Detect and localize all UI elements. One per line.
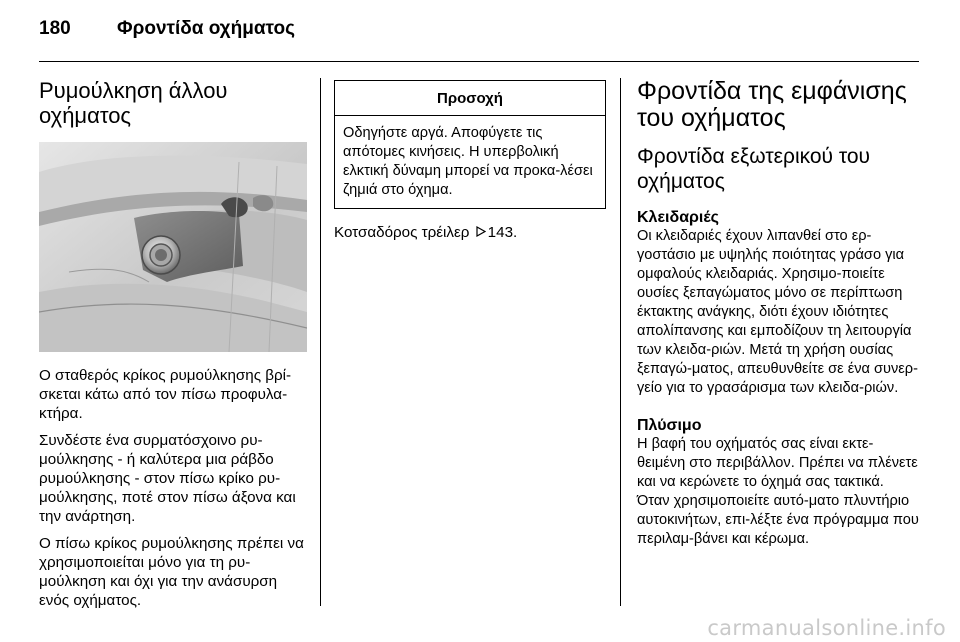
caution-title: Προσοχή xyxy=(335,81,605,116)
page-number: 180 xyxy=(39,18,71,39)
cross-reference-page[interactable]: 143. xyxy=(487,224,518,241)
header-rule xyxy=(39,61,919,62)
watermark: carmanualsonline.info xyxy=(707,616,946,640)
running-title: Φροντίδα οχήματος xyxy=(117,18,295,39)
paragraph-towing-eye-location: Ο σταθερός κρίκος ρυμούλκησης βρί-σκεται κάτω από τον πίσω προφυλα-κτήρα. xyxy=(39,367,292,422)
subheading-exterior-care: Φροντίδα εξωτερικού του οχήματος xyxy=(637,145,871,193)
column-2 xyxy=(334,78,606,250)
paragraph-towing-usage: Ο πίσω κρίκος ρυμούλκησης πρέπει να χρησιμοποιείται μόνο για τη ρυ-μούλκηση και όχι για την ανάσυρση ενός οχήματος. xyxy=(39,535,304,609)
cross-reference-text: Κοτσαδόρος τρέιλερ xyxy=(334,224,470,241)
section-text-locks: Οι κλειδαριές έχουν λιπανθεί στο ερ-γοστάσιο με υψηλής ποιότητας γράσο για ομφαλούς κλειδαριάς. Χρησιμο-ποιείτε ουσίες ξεπαγώματος μόνο σε περίπτωση έκτακτης ανάγκης, διότι έχουν ιδιότητες απολίπανσης και εμποδίζουν τη λειτουργία των κλειδα-ριών. Μετά τη χρήση ουσίας ξεπαγώ-ματος, απευθυνθείτε σε ένα συνερ-γείο για το γρασάρισμα των κλειδα-ριών. xyxy=(637,228,918,396)
column-3 xyxy=(637,78,919,557)
page-reference-arrow-icon xyxy=(476,226,486,237)
column-divider-2 xyxy=(620,78,621,606)
section-text-washing: Η βαφή του οχήματός σας είναι εκτε-θειμένη στο περιβάλλον. Πρέπει να πλένετε και να κερώνετε το όχημά σας τακτικά. Όταν χρησιμοποιείτε αυτό-ματο πλυντήριο αυτοκινήτων, επι-λέξτε ένα πρόγραμμα που περιλαμ-βάνει και κέρωμα. xyxy=(637,436,919,547)
paragraph-towing-connection: Συνδέστε ένα συρματόσχοινο ρυ-μούλκησης - ή καλύτερα μια ράβδο ρυμούλκησης - στον πίσω κρίκο ρυ-μούλκησης, ποτέ στον πίσω άξονα και την ανάρτηση. xyxy=(39,432,296,525)
caution-text: Οδηγήστε αργά. Αποφύγετε τις απότομες κινήσεις. Η υπερβολική ελκτική δύναμη μπορεί να προκα-λέσει ζημιά στο όχημα. xyxy=(343,125,593,198)
towing-eye-illustration xyxy=(39,142,307,352)
caution-box xyxy=(334,80,606,209)
section-title-locks: Κλειδαριές xyxy=(637,209,719,226)
towing-eye-image xyxy=(39,142,307,352)
chapter-heading: Φροντίδα της εμφάνισης του οχήματος xyxy=(637,77,907,132)
cross-reference xyxy=(334,223,606,242)
section-heading-towing: Ρυμούλκηση άλλου οχήματος xyxy=(39,78,228,128)
column-divider-1 xyxy=(320,78,321,606)
column-1 xyxy=(39,78,307,618)
section-title-washing: Πλύσιμο xyxy=(637,417,702,434)
